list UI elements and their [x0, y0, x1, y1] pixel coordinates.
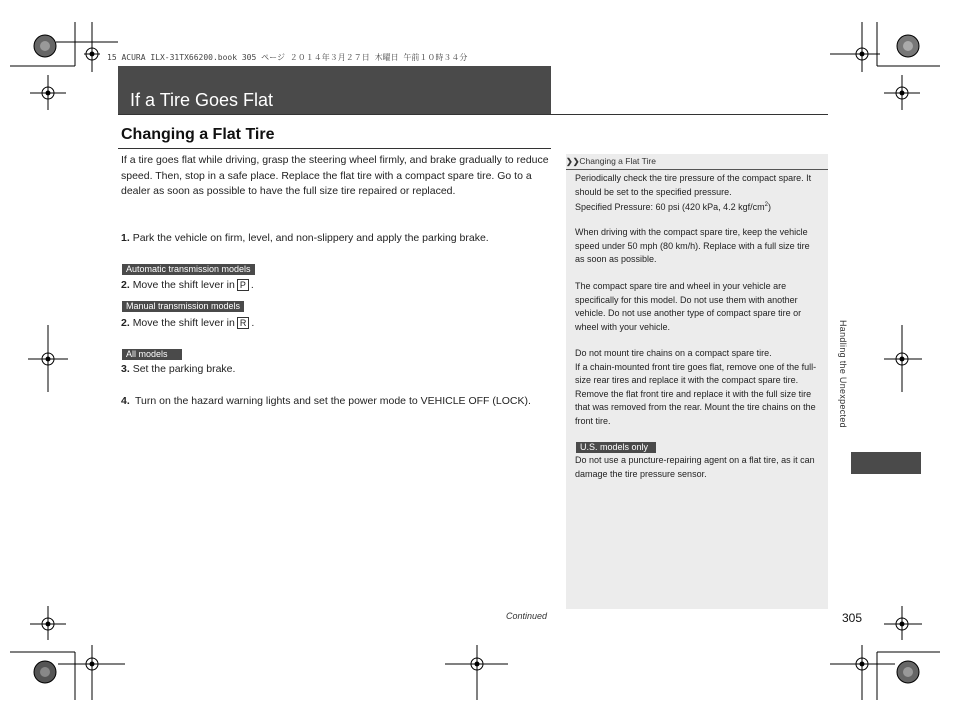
note-text: If a chain-mounted front tire goes flat, remove one of the full-size rear tires and replace it with the compact spare tire. Remove the flat front tire and replace it with the full size tire that was removed from the rear. Mount the tire chains on the front tire. — [575, 361, 817, 426]
step-text: Turn on the hazard warning lights and set the power mode to VEHICLE OFF (LOCK). — [135, 395, 531, 407]
step-2-automatic — [121, 278, 254, 294]
note-text: Do not mount tire chains on a compact spare tire. — [575, 348, 772, 358]
sidebar-note-chains — [575, 347, 820, 428]
tag-automatic-transmission: Automatic transmission models — [122, 264, 255, 275]
sidebar-header — [566, 155, 828, 170]
side-tab-label: Handling the Unexpected — [838, 320, 848, 428]
step-text: Park the vehicle on firm, level, and non-slippery and apply the parking brake. — [132, 232, 489, 244]
note-text: Periodically check the tire pressure of the compact spare. It should be set to the specified pressure. — [575, 173, 812, 197]
tag-us-models-only: U.S. models only — [576, 442, 656, 453]
sidebar-note-compatibility: The compact spare tire and wheel in your vehicle are specifically for this model. Do not use them with another vehicle. Do not use another type of compact spare tire or wheel with your vehicle. — [575, 281, 802, 332]
side-tab-marker — [851, 452, 921, 474]
step-end: . — [251, 317, 255, 329]
section-divider — [118, 148, 551, 149]
continued-label: Continued — [506, 611, 548, 621]
step-3 — [121, 362, 235, 378]
tag-all-models: All models — [122, 349, 182, 360]
chapter-title: If a Tire Goes Flat — [130, 90, 274, 110]
shift-key-p: P — [237, 279, 249, 291]
step-text: Set the parking brake. — [132, 363, 236, 375]
step-4 — [121, 394, 541, 410]
step-1 — [121, 231, 551, 247]
step-number: 2. — [121, 279, 130, 291]
step-text: Move the shift lever in — [132, 279, 235, 291]
step-number: 3. — [121, 363, 130, 375]
shift-key-r: R — [237, 317, 250, 329]
note-specified-pressure — [575, 199, 820, 215]
sidebar-note-pressure — [575, 172, 820, 215]
double-chevron-icon: ❯❯ — [566, 157, 580, 166]
tag-manual-transmission: Manual transmission models — [122, 301, 244, 312]
sidebar-title: Changing a Flat Tire — [579, 156, 656, 166]
step-2-manual — [121, 316, 254, 332]
intro-paragraph: If a tire goes flat while driving, grasp the steering wheel firmly, and brake gradually to reduce speed. Then, stop in a safe place. Replace the flat tire with a compact spare tire. Go to a dealer as soon as possible to have the full size tire repaired or replaced. — [121, 154, 549, 197]
step-end: . — [250, 279, 254, 291]
sidebar-note-speed: When driving with the compact spare tire, keep the vehicle speed under 50 mph (80 km/h). Replace with a full size tire as soon as possible. — [575, 227, 810, 264]
step-number: 2. — [121, 317, 130, 329]
section-title: Changing a Flat Tire — [121, 126, 275, 143]
sidebar-note-puncture: Do not use a puncture-repairing agent on a flat tire, as it can damage the tire pressure sensor. — [575, 455, 815, 479]
print-header: 15 ACURA ILX-31TX66200.book 305 ページ ２０１４年３月２７日 木曜日 午前１０時３４分 — [107, 53, 468, 62]
pressure-end: ) — [767, 202, 771, 212]
page-number: 305 — [842, 611, 863, 625]
step-number: 1. — [121, 232, 130, 244]
step-text: Move the shift lever in — [132, 317, 235, 329]
pressure-text: Specified Pressure: 60 psi (420 kPa, 4.2 kgf/cm — [575, 202, 765, 212]
superscript: 2 — [764, 202, 768, 208]
step-number: 4. — [121, 395, 130, 407]
title-divider — [118, 114, 828, 115]
